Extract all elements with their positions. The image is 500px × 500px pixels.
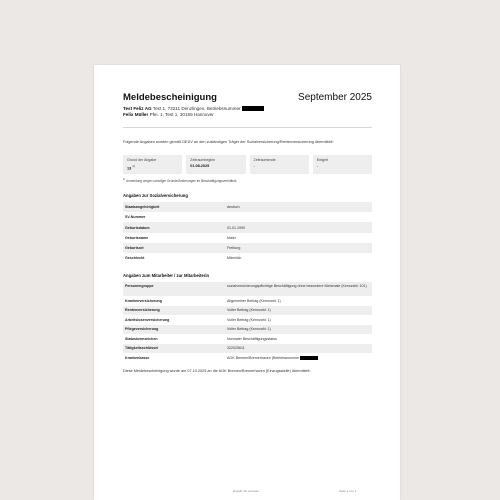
employee-line [123, 112, 372, 118]
row-key: Geburtsort [125, 245, 144, 250]
row-value: AOK Bremen/Bremerhaven (Betriebsnummer [227, 356, 370, 360]
table-row [123, 212, 372, 222]
row-key: Krankenversicherung [125, 298, 162, 303]
table-row [123, 243, 372, 253]
footer-page-number: Seite 1 von 1 [339, 489, 357, 493]
row-key: Pflegeversicherung [125, 327, 159, 332]
row-value: Voller Beitrag (Kennzahl: 1) [227, 308, 271, 313]
row-key: Personengruppe [125, 284, 154, 289]
summary-cards [123, 155, 372, 174]
row-value: Voller Beitrag (Kennzahl: 1) [227, 317, 271, 322]
card-grund [123, 155, 182, 174]
document-page [94, 65, 400, 500]
header-row [123, 92, 372, 103]
table-row [123, 282, 372, 296]
row-key: Geschlecht [125, 256, 145, 261]
card-value: - [253, 164, 255, 168]
row-value: Voller Beitrag (Kennzahl: 1) [227, 327, 271, 332]
table-row [123, 233, 372, 243]
card-value: - [316, 164, 319, 168]
row-value: Männlich [227, 256, 242, 261]
footer-left: Erstellt mit Lexware [233, 489, 260, 493]
table-row [123, 344, 372, 354]
employee-address: Pfei. 1, Test 1, 30159 Hannover [149, 112, 214, 117]
footnote-ref: 1) [132, 164, 135, 168]
table-row [123, 325, 372, 335]
row-key: Staatsangehörigkeit [125, 205, 160, 210]
card-value: 13 $^{1)}$ [127, 164, 135, 171]
row-value: Freiburg [227, 245, 241, 250]
row-value: sozialversicherungspflichtige Beschäftigung ohne besondere Merkmale (Kennzahl: 101) [227, 284, 367, 289]
redaction-bar [242, 106, 264, 111]
row-key: Arbeitslosenversicherung [125, 317, 170, 322]
card-label: Entgelt [316, 158, 328, 162]
table-row [123, 222, 372, 232]
table-row [123, 296, 372, 306]
row-value: Normaler Beschäftigungsstatus [227, 336, 277, 341]
table-row [123, 315, 372, 325]
employer-name: Test Feliz AG [123, 106, 152, 111]
card-value: 01.08.2025 [190, 164, 210, 168]
document-content [123, 92, 372, 373]
redaction-bar [300, 356, 318, 360]
intro-text: Folgende Angaben wurden gemäß DEÜV an den zuständigen Träger der Sozialversicherung/Rentenversicherung übermittelt: [123, 140, 334, 144]
card-zeitraumende [250, 155, 309, 174]
card-label: Grund der Abgabe [127, 158, 157, 162]
divider [123, 127, 372, 128]
row-key: Krankenkasse [125, 355, 150, 360]
row-key: Rentenversicherung [125, 308, 160, 313]
row-value: Maier [227, 235, 236, 240]
document-title: Meldebescheinigung [123, 92, 217, 103]
footnote-mark: 1) [123, 178, 126, 181]
card-zeitraumbeginn [186, 155, 245, 174]
card-entgelt [313, 155, 372, 174]
table-row [123, 202, 372, 212]
closing-text: Diese Meldebescheinigung wurde am 07.10.2025 an die AOK Bremen/Bremerhaven (Einzugsstelle) übermittelt. [123, 368, 311, 373]
employer-address: Test 1, 73211 Denzlingen, Betriebsnummer [152, 106, 241, 111]
table-sozialversicherung [123, 202, 372, 263]
footnote-text: Anmeldung wegen sonstiger Gründe/Änderungen im Beschäftigungsverhältnis [125, 179, 237, 184]
row-key: SV-Nummer [125, 215, 146, 220]
row-value: 322025611 [227, 346, 245, 351]
row-key: Geburtsdatum [125, 225, 150, 230]
table-row [123, 253, 372, 263]
section-heading-sozialversicherung: Angaben zur Sozialversicherung [123, 193, 188, 199]
table-row [123, 306, 372, 316]
row-value: 01.01.1990 [227, 225, 245, 230]
card-label: Zeitraumende [253, 158, 276, 162]
card-label: Zeitraumbeginn [190, 158, 216, 162]
address-block [123, 106, 372, 118]
table-row [123, 334, 372, 344]
section-heading-mitarbeiter: Angaben zum Mitarbeiter / zur Mitarbeiterin [123, 273, 210, 279]
table-row [123, 353, 372, 363]
employee-name: Felix Müller [123, 112, 149, 117]
table-mitarbeiter [123, 282, 372, 363]
footnote [123, 178, 372, 183]
row-value: Allgemeiner Beitrag (Kennzahl: 1) [227, 298, 281, 303]
row-key: Tätigkeitsschlüssel [125, 346, 159, 351]
document-date: September 2025 [298, 92, 372, 103]
row-value: deutsch [227, 205, 240, 210]
row-key: Geburtsname [125, 235, 149, 240]
row-key: Statuskennzeichen [125, 336, 158, 341]
